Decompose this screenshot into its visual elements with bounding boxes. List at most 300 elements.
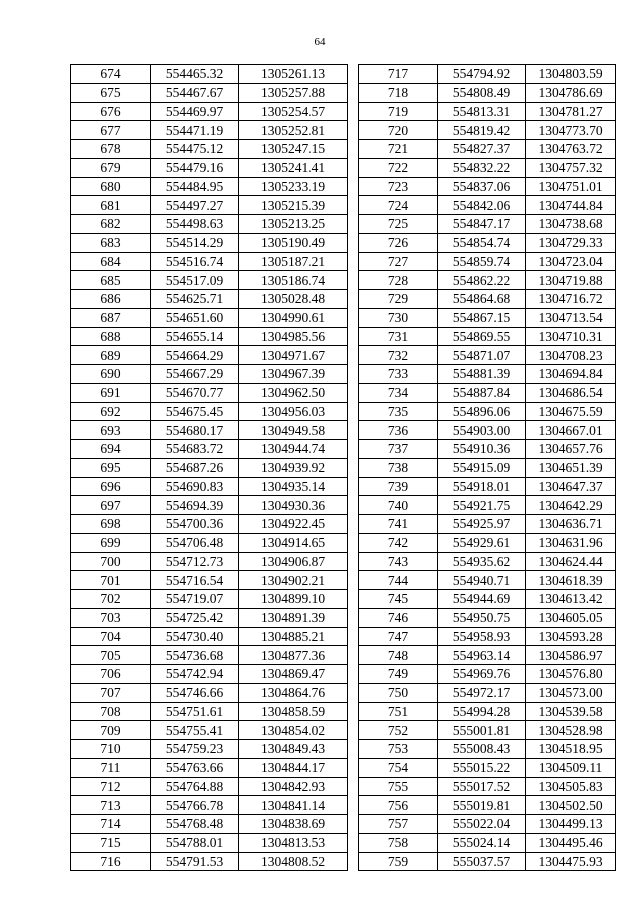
table-row [71,252,348,271]
x-coordinate-cell: 554950.75 [438,608,526,627]
y-coordinate-cell: 1304885.21 [239,627,348,646]
x-coordinate-cell: 554687.26 [151,458,239,477]
x-coordinate-cell: 554759.23 [151,740,239,759]
point-number-cell: 723 [359,177,438,196]
y-coordinate-cell: 1304949.58 [239,421,348,440]
y-coordinate-cell: 1304624.44 [526,552,616,571]
point-number-cell: 743 [359,552,438,571]
point-number-cell: 754 [359,758,438,777]
point-number-cell: 727 [359,252,438,271]
point-number-cell: 718 [359,83,438,102]
point-number-cell: 721 [359,140,438,159]
x-coordinate-cell: 554484.95 [151,177,239,196]
y-coordinate-cell: 1304713.54 [526,308,616,327]
y-coordinate-cell: 1304744.84 [526,196,616,215]
x-coordinate-cell: 554788.01 [151,833,239,852]
y-coordinate-cell: 1304518.95 [526,740,616,759]
point-number-cell: 735 [359,402,438,421]
x-coordinate-cell: 555019.81 [438,796,526,815]
point-number-cell: 701 [71,571,151,590]
table-row [359,440,616,459]
table-row [71,515,348,534]
y-coordinate-cell: 1304528.98 [526,721,616,740]
point-number-cell: 713 [71,796,151,815]
x-coordinate-cell: 554869.55 [438,327,526,346]
y-coordinate-cell: 1304729.33 [526,233,616,252]
point-number-cell: 689 [71,346,151,365]
y-coordinate-cell: 1304636.71 [526,515,616,534]
table-row [359,496,616,515]
point-number-cell: 738 [359,458,438,477]
point-number-cell: 750 [359,683,438,702]
table-row [359,571,616,590]
point-number-cell: 733 [359,365,438,384]
x-coordinate-cell: 554808.49 [438,83,526,102]
table-row [359,421,616,440]
table-row [359,346,616,365]
table-row [71,477,348,496]
y-coordinate-cell: 1305233.19 [239,177,348,196]
x-coordinate-cell: 554712.73 [151,552,239,571]
x-coordinate-cell: 554832.22 [438,158,526,177]
point-number-cell: 680 [71,177,151,196]
x-coordinate-cell: 554837.06 [438,177,526,196]
point-number-cell: 694 [71,440,151,459]
x-coordinate-cell: 554670.77 [151,383,239,402]
x-coordinate-cell: 554910.36 [438,440,526,459]
table-row [359,271,616,290]
y-coordinate-cell: 1304576.80 [526,665,616,684]
point-number-cell: 728 [359,271,438,290]
y-coordinate-cell: 1304573.00 [526,683,616,702]
point-number-cell: 714 [71,815,151,834]
y-coordinate-cell: 1304694.84 [526,365,616,384]
point-number-cell: 697 [71,496,151,515]
x-coordinate-cell: 554925.97 [438,515,526,534]
point-number-cell: 696 [71,477,151,496]
point-number-cell: 716 [71,852,151,871]
page-number: 64 [314,36,326,48]
point-number-cell: 677 [71,121,151,140]
x-coordinate-cell: 554467.67 [151,83,239,102]
table-row [359,758,616,777]
table-row [71,308,348,327]
y-coordinate-cell: 1304499.13 [526,815,616,834]
x-coordinate-cell: 555024.14 [438,833,526,852]
point-number-cell: 719 [359,102,438,121]
table-row [71,271,348,290]
y-coordinate-cell: 1304944.74 [239,440,348,459]
y-coordinate-cell: 1304808.52 [239,852,348,871]
x-coordinate-cell: 554867.15 [438,308,526,327]
table-row [359,196,616,215]
table-row [71,177,348,196]
x-coordinate-cell: 554929.61 [438,533,526,552]
table-row [359,215,616,234]
point-number-cell: 740 [359,496,438,515]
x-coordinate-cell: 554755.41 [151,721,239,740]
table-row [71,777,348,796]
point-number-cell: 710 [71,740,151,759]
point-number-cell: 726 [359,233,438,252]
point-number-cell: 678 [71,140,151,159]
y-coordinate-cell: 1304864.76 [239,683,348,702]
point-number-cell: 745 [359,590,438,609]
point-number-cell: 757 [359,815,438,834]
table-row [71,365,348,384]
table-row [359,458,616,477]
x-coordinate-cell: 554827.37 [438,140,526,159]
y-coordinate-cell: 1305261.13 [239,65,348,84]
x-coordinate-cell: 554517.09 [151,271,239,290]
table-row [359,646,616,665]
point-number-cell: 692 [71,402,151,421]
point-number-cell: 681 [71,196,151,215]
point-number-cell: 704 [71,627,151,646]
table-row [71,290,348,309]
x-coordinate-cell: 554854.74 [438,233,526,252]
x-coordinate-cell: 554465.32 [151,65,239,84]
y-coordinate-cell: 1304858.59 [239,702,348,721]
point-number-cell: 736 [359,421,438,440]
table-row [71,833,348,852]
y-coordinate-cell: 1304939.92 [239,458,348,477]
table-row [71,796,348,815]
point-number-cell: 674 [71,65,151,84]
table-row [71,852,348,871]
point-number-cell: 690 [71,365,151,384]
table-row [71,552,348,571]
y-coordinate-cell: 1305241.41 [239,158,348,177]
x-coordinate-cell: 554918.01 [438,477,526,496]
point-number-cell: 734 [359,383,438,402]
y-coordinate-cell: 1304971.67 [239,346,348,365]
point-number-cell: 676 [71,102,151,121]
point-number-cell: 737 [359,440,438,459]
point-number-cell: 683 [71,233,151,252]
x-coordinate-cell: 554969.76 [438,665,526,684]
table-row [71,815,348,834]
table-row [359,233,616,252]
x-coordinate-cell: 554680.17 [151,421,239,440]
table-row [359,158,616,177]
y-coordinate-cell: 1304985.56 [239,327,348,346]
y-coordinate-cell: 1304773.70 [526,121,616,140]
table-row [359,365,616,384]
y-coordinate-cell: 1304505.83 [526,777,616,796]
y-coordinate-cell: 1304647.37 [526,477,616,496]
table-row [71,440,348,459]
point-number-cell: 709 [71,721,151,740]
point-number-cell: 679 [71,158,151,177]
point-number-cell: 688 [71,327,151,346]
x-coordinate-cell: 554921.75 [438,496,526,515]
y-coordinate-cell: 1304841.14 [239,796,348,815]
y-coordinate-cell: 1305252.81 [239,121,348,140]
point-number-cell: 699 [71,533,151,552]
x-coordinate-cell: 555015.22 [438,758,526,777]
x-coordinate-cell: 554764.88 [151,777,239,796]
y-coordinate-cell: 1304751.01 [526,177,616,196]
table-row [359,815,616,834]
x-coordinate-cell: 554690.83 [151,477,239,496]
point-number-cell: 686 [71,290,151,309]
table-row [71,758,348,777]
table-row [359,102,616,121]
x-coordinate-cell: 554871.07 [438,346,526,365]
y-coordinate-cell: 1304605.05 [526,608,616,627]
y-coordinate-cell: 1304842.93 [239,777,348,796]
x-coordinate-cell: 554655.14 [151,327,239,346]
x-coordinate-cell: 554736.68 [151,646,239,665]
table-row [359,177,616,196]
y-coordinate-cell: 1304869.47 [239,665,348,684]
y-coordinate-cell: 1304719.88 [526,271,616,290]
table-row [359,121,616,140]
table-row [359,65,616,84]
point-number-cell: 685 [71,271,151,290]
table-row [359,702,616,721]
point-number-cell: 722 [359,158,438,177]
point-number-cell: 702 [71,590,151,609]
x-coordinate-cell: 554994.28 [438,702,526,721]
table-row [71,721,348,740]
y-coordinate-cell: 1305213.25 [239,215,348,234]
point-number-cell: 691 [71,383,151,402]
x-coordinate-cell: 554475.12 [151,140,239,159]
table-row [359,777,616,796]
y-coordinate-cell: 1305187.21 [239,252,348,271]
y-coordinate-cell: 1304906.87 [239,552,348,571]
table-row [359,590,616,609]
y-coordinate-cell: 1304667.01 [526,421,616,440]
point-number-cell: 712 [71,777,151,796]
x-coordinate-cell: 554915.09 [438,458,526,477]
table-row [359,140,616,159]
y-coordinate-cell: 1304710.31 [526,327,616,346]
y-coordinate-cell: 1304631.96 [526,533,616,552]
point-number-cell: 753 [359,740,438,759]
table-row [71,233,348,252]
table-row [71,83,348,102]
table-row [71,646,348,665]
table-row [71,121,348,140]
table-row [71,665,348,684]
y-coordinate-cell: 1304738.68 [526,215,616,234]
table-row [359,721,616,740]
y-coordinate-cell: 1304495.46 [526,833,616,852]
x-coordinate-cell: 554847.17 [438,215,526,234]
y-coordinate-cell: 1305028.48 [239,290,348,309]
point-number-cell: 715 [71,833,151,852]
x-coordinate-cell: 554479.16 [151,158,239,177]
x-coordinate-cell: 554742.94 [151,665,239,684]
y-coordinate-cell: 1304716.72 [526,290,616,309]
point-number-cell: 687 [71,308,151,327]
x-coordinate-cell: 554935.62 [438,552,526,571]
point-number-cell: 751 [359,702,438,721]
point-number-cell: 698 [71,515,151,534]
y-coordinate-cell: 1305215.39 [239,196,348,215]
x-coordinate-cell: 554746.66 [151,683,239,702]
x-coordinate-cell: 554963.14 [438,646,526,665]
table-row [359,833,616,852]
table-row [359,740,616,759]
y-coordinate-cell: 1305190.49 [239,233,348,252]
x-coordinate-cell: 554766.78 [151,796,239,815]
table-row [71,627,348,646]
point-number-cell: 706 [71,665,151,684]
point-number-cell: 682 [71,215,151,234]
table-row [359,327,616,346]
x-coordinate-cell: 554887.84 [438,383,526,402]
table-row [359,683,616,702]
table-row [71,458,348,477]
y-coordinate-cell: 1304803.59 [526,65,616,84]
table-row [71,327,348,346]
y-coordinate-cell: 1304723.04 [526,252,616,271]
y-coordinate-cell: 1304844.17 [239,758,348,777]
y-coordinate-cell: 1304763.72 [526,140,616,159]
x-coordinate-cell: 554896.06 [438,402,526,421]
x-coordinate-cell: 554664.29 [151,346,239,365]
table-row [71,158,348,177]
table-row [359,852,616,871]
y-coordinate-cell: 1305254.57 [239,102,348,121]
y-coordinate-cell: 1304781.27 [526,102,616,121]
table-row [71,421,348,440]
y-coordinate-cell: 1304618.39 [526,571,616,590]
x-coordinate-cell: 554516.74 [151,252,239,271]
x-coordinate-cell: 554794.92 [438,65,526,84]
point-number-cell: 695 [71,458,151,477]
point-number-cell: 758 [359,833,438,852]
table-row [359,477,616,496]
y-coordinate-cell: 1304849.43 [239,740,348,759]
y-coordinate-cell: 1305247.15 [239,140,348,159]
x-coordinate-cell: 554498.63 [151,215,239,234]
y-coordinate-cell: 1304613.42 [526,590,616,609]
point-number-cell: 711 [71,758,151,777]
x-coordinate-cell: 554940.71 [438,571,526,590]
coordinates-table-left [70,64,348,871]
x-coordinate-cell: 555001.81 [438,721,526,740]
y-coordinate-cell: 1304914.65 [239,533,348,552]
point-number-cell: 693 [71,421,151,440]
y-coordinate-cell: 1304935.14 [239,477,348,496]
y-coordinate-cell: 1304708.23 [526,346,616,365]
y-coordinate-cell: 1304786.69 [526,83,616,102]
x-coordinate-cell: 554751.61 [151,702,239,721]
y-coordinate-cell: 1304930.36 [239,496,348,515]
table-row [71,346,348,365]
table-row [359,308,616,327]
y-coordinate-cell: 1304962.50 [239,383,348,402]
y-coordinate-cell: 1304502.50 [526,796,616,815]
x-coordinate-cell: 555017.52 [438,777,526,796]
x-coordinate-cell: 554768.48 [151,815,239,834]
table-row [359,627,616,646]
point-number-cell: 756 [359,796,438,815]
y-coordinate-cell: 1305257.88 [239,83,348,102]
y-coordinate-cell: 1304891.39 [239,608,348,627]
y-coordinate-cell: 1304539.58 [526,702,616,721]
y-coordinate-cell: 1304838.69 [239,815,348,834]
table-row [359,665,616,684]
x-coordinate-cell: 554625.71 [151,290,239,309]
x-coordinate-cell: 554651.60 [151,308,239,327]
y-coordinate-cell: 1304651.39 [526,458,616,477]
point-number-cell: 749 [359,665,438,684]
point-number-cell: 732 [359,346,438,365]
table-row [71,196,348,215]
table-row [359,533,616,552]
table-row [71,383,348,402]
table-row [359,608,616,627]
point-number-cell: 707 [71,683,151,702]
point-number-cell: 703 [71,608,151,627]
x-coordinate-cell: 554813.31 [438,102,526,121]
x-coordinate-cell: 554706.48 [151,533,239,552]
x-coordinate-cell: 554819.42 [438,121,526,140]
x-coordinate-cell: 554471.19 [151,121,239,140]
y-coordinate-cell: 1305186.74 [239,271,348,290]
point-number-cell: 744 [359,571,438,590]
point-number-cell: 755 [359,777,438,796]
point-number-cell: 742 [359,533,438,552]
x-coordinate-cell: 554842.06 [438,196,526,215]
y-coordinate-cell: 1304657.76 [526,440,616,459]
point-number-cell: 675 [71,83,151,102]
y-coordinate-cell: 1304956.03 [239,402,348,421]
x-coordinate-cell: 554972.17 [438,683,526,702]
table-row [71,402,348,421]
table-row [71,683,348,702]
coordinates-table-right [358,64,616,871]
y-coordinate-cell: 1304877.36 [239,646,348,665]
x-coordinate-cell: 554675.45 [151,402,239,421]
table-row [359,252,616,271]
x-coordinate-cell: 554716.54 [151,571,239,590]
y-coordinate-cell: 1304593.28 [526,627,616,646]
point-number-cell: 700 [71,552,151,571]
y-coordinate-cell: 1304475.93 [526,852,616,871]
table-row [71,102,348,121]
x-coordinate-cell: 554864.68 [438,290,526,309]
x-coordinate-cell: 555037.57 [438,852,526,871]
point-number-cell: 708 [71,702,151,721]
table-row [71,608,348,627]
x-coordinate-cell: 554514.29 [151,233,239,252]
table-row [359,552,616,571]
x-coordinate-cell: 554859.74 [438,252,526,271]
point-number-cell: 730 [359,308,438,327]
y-coordinate-cell: 1304922.45 [239,515,348,534]
y-coordinate-cell: 1304675.59 [526,402,616,421]
point-number-cell: 746 [359,608,438,627]
point-number-cell: 717 [359,65,438,84]
x-coordinate-cell: 554958.93 [438,627,526,646]
point-number-cell: 759 [359,852,438,871]
point-number-cell: 724 [359,196,438,215]
y-coordinate-cell: 1304757.32 [526,158,616,177]
x-coordinate-cell: 554694.39 [151,496,239,515]
x-coordinate-cell: 554700.36 [151,515,239,534]
x-coordinate-cell: 554667.29 [151,365,239,384]
y-coordinate-cell: 1304509.11 [526,758,616,777]
table-row [71,571,348,590]
x-coordinate-cell: 554903.00 [438,421,526,440]
